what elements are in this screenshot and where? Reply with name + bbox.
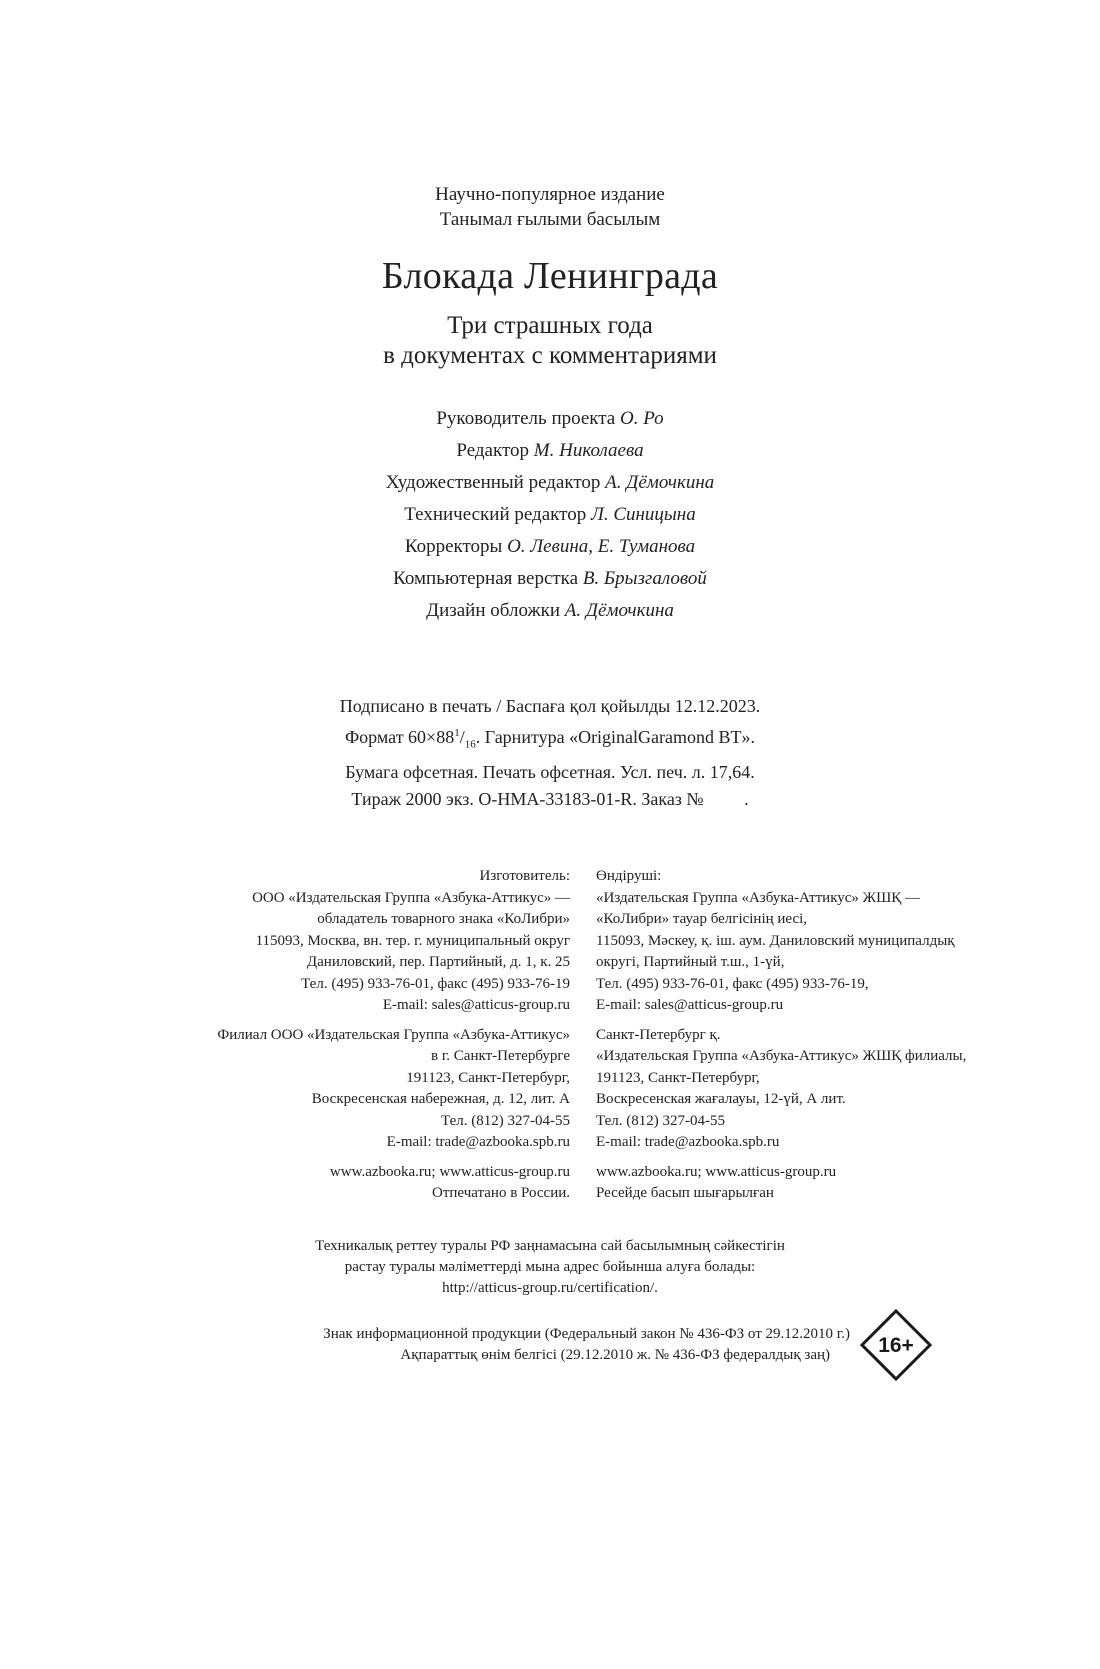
certification-line: Техникалық реттеу туралы РФ заңнамасына сай басылымның сәйкестігін: [315, 1238, 785, 1254]
branch-line: E-mail: trade@azbooka.spb.ru: [596, 1134, 780, 1150]
book-subtitle-line2: в документах с комментариями: [383, 342, 717, 369]
credit-person: О. Ро: [620, 408, 664, 429]
info-mark-ru: Знак информационной продукции (Федеральный закон № 436-ФЗ от 29.12.2010 г.): [323, 1326, 850, 1342]
manufacturer-ru: [217, 866, 570, 1205]
manufacturer-line: округі, Партийный т.ш., 1-үй,: [596, 954, 785, 970]
book-subtitle-line1: Три страшных года: [447, 312, 653, 339]
certification-url: http://atticus-group.ru/certification/.: [442, 1280, 658, 1296]
credit-person: А. Дёмочкина: [564, 600, 674, 621]
manufacturer-line: E-mail: sales@atticus-group.ru: [596, 997, 784, 1013]
branch-line: Воскресенская жағалауы, 12-үй, А лит.: [596, 1091, 846, 1107]
credit-person: М. Николаева: [533, 440, 644, 461]
info-mark-kz: Ақпараттық өнім белгісі (29.12.2010 ж. № 436-ФЗ федералдық заң): [400, 1347, 830, 1363]
manufacturer-line: «КоЛибри» тауар белгісінің иесі,: [596, 911, 808, 927]
manufacturer-line: 115093, Москва, вн. тер. г. муниципальный округ: [255, 932, 570, 949]
branch-line: Воскресенская набережная, д. 12, лит. А: [311, 1091, 570, 1107]
manufacturer-heading: Изготовитель:: [479, 868, 570, 884]
branch-line: Санкт-Петербург қ.: [596, 1026, 721, 1043]
credit-person: О. Левина, Е. Туманова: [507, 536, 696, 557]
manufacturer-kz: [596, 866, 966, 1205]
credit-tech-editor: [0, 499, 1100, 531]
credit-role: Руководитель проекта: [436, 408, 616, 429]
print-signed-line: Подписано в печать / Баспаға қол қойылды 12.12.2023.: [339, 696, 761, 716]
manufacturer-line: Даниловский, пер. Партийный, д. 1, к. 25: [306, 954, 570, 970]
credit-person: В. Брызгаловой: [582, 568, 707, 589]
credit-editor: [0, 435, 1100, 467]
web-line: www.azbooka.ru; www.atticus-group.ru: [596, 1163, 837, 1180]
age-rating-label: 16+: [878, 1334, 914, 1357]
credit-art-editor: [0, 467, 1100, 499]
web-line: www.azbooka.ru; www.atticus-group.ru: [329, 1163, 570, 1180]
age-rating-badge: [860, 1309, 932, 1381]
certification-block: [0, 1236, 1100, 1299]
credit-cover-design: [0, 595, 1100, 627]
genre-kz: Танымал ғылыми басылым: [439, 209, 661, 230]
manufacturer-line: Тел. (495) 933-76-01, факс (495) 933-76-19,: [596, 975, 869, 992]
credit-role: Компьютерная верстка: [393, 568, 579, 589]
manufacturer-heading: Өндіруші:: [596, 868, 662, 884]
format-prefix: Формат 60×88: [344, 727, 455, 747]
credit-person: А. Дёмочкина: [605, 472, 715, 493]
format-suffix: . Гарнитура «OriginalGaramond BT».: [475, 727, 756, 747]
credit-person: Л. Синицына: [590, 504, 696, 525]
credit-role: Редактор: [456, 440, 530, 461]
credit-proofreaders: [0, 531, 1100, 563]
credit-role: Дизайн обложки: [426, 600, 560, 621]
credit-role: Технический редактор: [404, 504, 587, 525]
print-run-line: Тираж 2000 экз. О-НМА-33183-01-R. Заказ № .: [351, 788, 749, 809]
printed-in-line: Ресейде басып шығарылған: [596, 1185, 774, 1201]
printed-in-line: Отпечатано в России.: [432, 1185, 570, 1201]
branch-line: E-mail: trade@azbooka.spb.ru: [386, 1134, 570, 1150]
manufacturer-line: «Издательская Группа «Азбука-Аттикус» ЖШҚ —: [596, 889, 921, 906]
credit-layout: [0, 563, 1100, 595]
manufacturer-line: Тел. (495) 933-76-01, факс (495) 933-76-19: [301, 975, 570, 992]
manufacturer-line: ООО «Издательская Группа «Азбука-Аттикус» —: [252, 889, 570, 906]
print-format-line: Формат $60\times 88^1/_{16}$. Гарнитура «OriginalGaramond BT».: [344, 727, 756, 751]
branch-line: Филиал ООО «Издательская Группа «Азбука-Аттикус»: [217, 1026, 570, 1043]
branch-line: «Издательская Группа «Азбука-Аттикус» ЖШҚ филиалы,: [596, 1048, 967, 1064]
branch-line: в г. Санкт-Петербурге: [431, 1048, 570, 1064]
format-numerator: 1: [454, 727, 460, 739]
genre-ru: Научно-популярное издание: [435, 184, 665, 205]
credits-list: [0, 403, 1100, 627]
certification-line: растау туралы мәліметтерді мына адрес бойынша алуға болады:: [344, 1259, 756, 1275]
format-denominator: 16: [464, 738, 476, 751]
manufacturer-line: E-mail: sales@atticus-group.ru: [382, 997, 570, 1013]
branch-line: Тел. (812) 327-04-55: [441, 1112, 570, 1129]
credit-project-lead: [0, 403, 1100, 435]
print-info: [0, 693, 1100, 813]
branch-line: 191123, Санкт-Петербург,: [596, 1069, 760, 1086]
credit-role: Художественный редактор: [385, 472, 601, 493]
print-paper-line: Бумага офсетная. Печать офсетная. Усл. печ. л. 17,64.: [345, 761, 755, 782]
book-title: Блокада Ленинграда: [381, 255, 719, 297]
manufacturer-line: обладатель товарного знака «КоЛибри»: [317, 911, 570, 927]
branch-line: 191123, Санкт-Петербург,: [406, 1069, 570, 1086]
manufacturer-line: 115093, Мәскеу, қ. іш. аум. Даниловский муниципалдық: [596, 932, 955, 949]
credit-role: Корректоры: [404, 536, 503, 557]
branch-line: Тел. (812) 327-04-55: [596, 1112, 725, 1129]
